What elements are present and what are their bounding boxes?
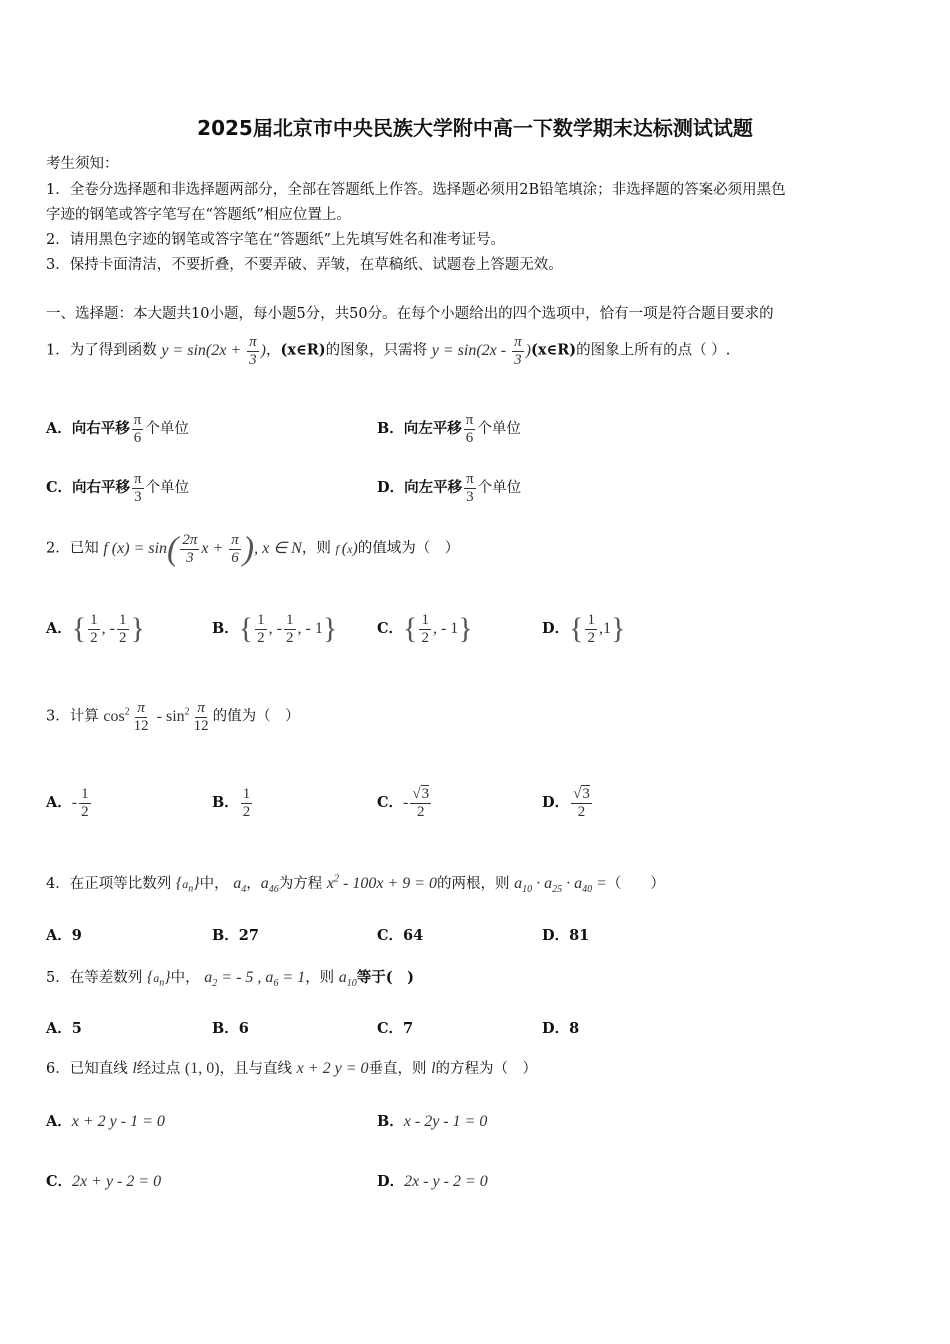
formula: $\cos^2$ $\frac{\pi}{12}$ - $\sin^2$ $\frac{\pi}{12}$ (103, 700, 209, 734)
question-1: 1．为了得到函数 y = sin(2x + $\frac{\pi}{3}$ )，(x∈R)的图象，只需将 y = sin(2x - $\frac{\pi}{3}$ )(x∈R)的图象上所有的点（ ）. (46, 334, 731, 368)
option-a: A．9 (46, 927, 82, 944)
question-5: 5．在等差数列 $\{a_n\}$中， $a_2$ = - 5 , $a_6 = 1$，则 $a_{10}$等于( ) (46, 969, 415, 990)
option-d: D． $\frac{√3}{2}$ (542, 786, 590, 820)
option-c: C．{ $\frac{1}{2}$ , - 1} (377, 612, 473, 646)
option-d: D．81 (542, 927, 590, 944)
option-c: C．64 (377, 927, 424, 944)
question-number: 2． (46, 540, 70, 557)
page-title: 2025届北京市中央民族大学附中高一下数学期末达标测试试题 (197, 116, 753, 140)
question-number: 1． (46, 342, 70, 359)
option-d: D．8 (542, 1020, 580, 1037)
formula: x + 2 y = 0 (296, 1060, 369, 1077)
notice-item-2: 2．请用黑色字迹的钢笔或答字笔在“答题纸”上先填写姓名和准考证号。 (46, 232, 506, 248)
option-a: A．{ $\frac{1}{2}$ , - $\frac{1}{2}$ } (46, 612, 145, 646)
formula: $a_{10} \cdot a_{25} \cdot a_{40}$ = (514, 875, 607, 896)
question-number: 5． (46, 970, 70, 986)
option-c: C．2x + y - 2 = 0 (46, 1173, 162, 1190)
formula: f (x) = sin( $\frac{2\pi}{3}$ x + $\frac{\pi}{6}$ ), x ∈ N (103, 530, 302, 567)
question-number: 3． (46, 708, 70, 725)
notice-item-3: 3．保持卡面清洁，不要折叠，不要弄破、弄皱，在草稿纸、试题卷上答题无效。 (46, 257, 563, 273)
option-b: B．{ $\frac{1}{2}$ , - $\frac{1}{2}$ , - 1} (212, 612, 338, 646)
formula: y = sin(2x + $\frac{\pi}{3}$ ) (161, 334, 266, 368)
option-d: D．{ $\frac{1}{2}$ ,1} (542, 612, 626, 646)
formula: $a_2$ = - 5 , $a_6 = 1$ (204, 969, 306, 990)
question-number: 6． (46, 1061, 70, 1077)
option-a: A．5 (46, 1020, 82, 1037)
option-a: A．向右平移 $\frac{\pi}{6}$ 个单位 (46, 412, 189, 446)
option-a: A．- $\frac{1}{2}$ (46, 786, 89, 820)
section-heading: 一、选择题：本大题共10小题，每小题5分，共50分。在每个小题给出的四个选项中，恰有一项是符合题目要求的 (46, 306, 774, 322)
option-d: D．2x - y - 2 = 0 (377, 1173, 488, 1190)
option-c: C．- $\frac{√3}{2}$ (377, 786, 430, 820)
notice-item-1b: 字迹的钢笔或答字笔写在“答题纸”相应位置上。 (46, 207, 351, 223)
question-4: 4．在正项等比数列 $\{a_n\}$中， $a_4$，$a_{46}$为方程 $x^2 - 100x + 9 = 0$的两根，则 $a_{10} \cdot a_{25} \cdot a_{40}$ =（ ） (46, 873, 665, 896)
option-b: B．x - 2y - 1 = 0 (377, 1113, 488, 1130)
formula: $x^2 - 100x + 9 = 0$ (326, 873, 438, 892)
option-a: A．x + 2 y - 1 = 0 (46, 1113, 165, 1130)
notice-item-1a: 1．全卷分选择题和非选择题两部分，全部在答题纸上作答。选择题必须用2B铅笔填涂；非选择题的答案必须用黑色 (46, 182, 786, 198)
option-b: B． $\frac{1}{2}$ (212, 786, 251, 820)
formula: $\{a_n\}$ (146, 969, 171, 989)
option-b: B．27 (212, 927, 259, 944)
option-c: C．向右平移 $\frac{\pi}{3}$ 个单位 (46, 471, 190, 505)
question-2: 2．已知 f (x) = sin( $\frac{2\pi}{3}$ x + $\frac{\pi}{6}$ ), x ∈ N，则 f (x)的值域为（ ） (46, 530, 460, 567)
option-b: B．向左平移 $\frac{\pi}{6}$ 个单位 (377, 412, 521, 446)
option-b: B．6 (212, 1020, 249, 1037)
question-number: 4． (46, 876, 70, 892)
option-c: C．7 (377, 1020, 414, 1037)
question-6: 6．已知直线 l经过点 (1, 0)，且与直线 x + 2 y = 0垂直，则 l的方程为（ ） (46, 1060, 538, 1077)
formula: $\{a_n\}$ (175, 875, 200, 895)
formula: y = sin(2x - $\frac{\pi}{3}$ ) (431, 334, 531, 368)
notice-heading: 考生须知： (46, 156, 119, 172)
option-d: D．向左平移 $\frac{\pi}{3}$ 个单位 (377, 471, 522, 505)
question-3: 3．计算 $\cos^2$ $\frac{\pi}{12}$ - $\sin^2$ $\frac{\pi}{12}$ 的值为（ ） (46, 700, 300, 734)
